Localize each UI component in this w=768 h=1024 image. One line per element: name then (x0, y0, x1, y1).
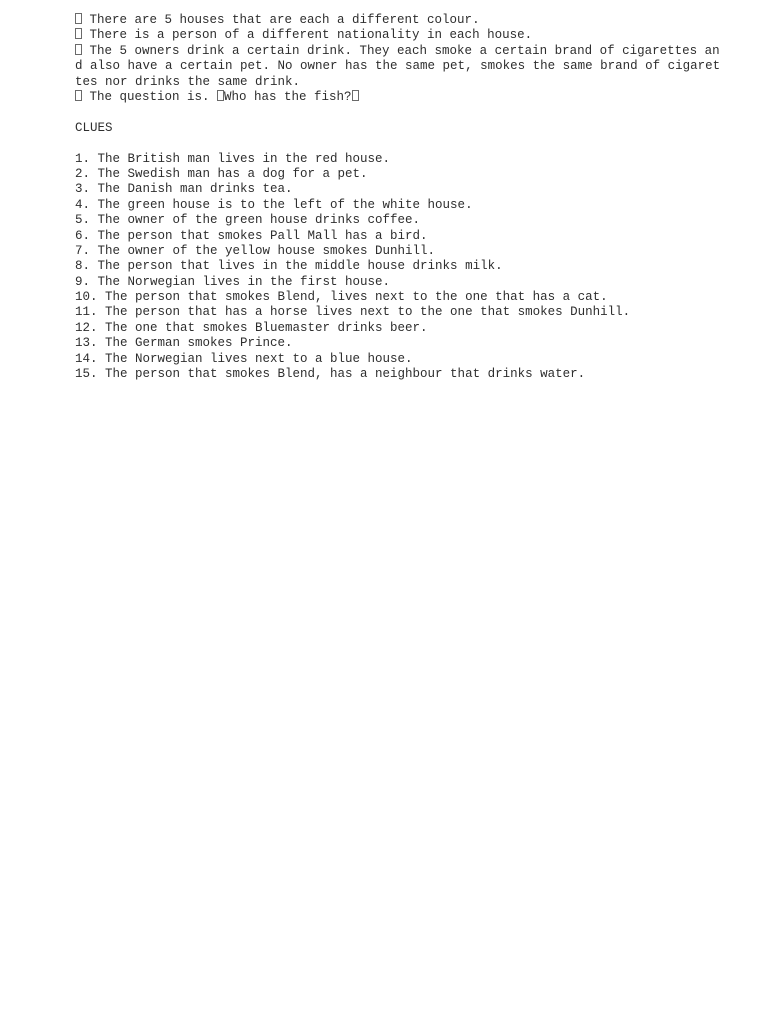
clue-item: 9. The Norwegian lives in the first house. (75, 274, 391, 289)
clue-item: 11. The person that has a horse lives next to the one that smokes Dunhill. (75, 305, 631, 320)
clues-list (75, 152, 725, 383)
missing-glyph-box-icon (75, 90, 82, 101)
clue-item: 14. The Norwegian lives next to a blue house. (75, 351, 413, 366)
intro-text: There is a person of a different nationality in each house. (82, 28, 533, 43)
document-page (75, 13, 725, 382)
intro-text: The 5 owners drink a certain drink. They each smoke a certain brand of cigarettes and also have a certain pet. No owner has the same pet, smokes the same brand of cigarettes nor drinks the same drink. (75, 43, 721, 89)
missing-glyph-box-icon (75, 28, 82, 39)
clue-item: 10. The person that smokes Blend, lives next to the one that has a cat. (75, 290, 608, 305)
clue-item: 2. The Swedish man has a dog for a pet. (75, 166, 368, 181)
spacer (75, 105, 725, 120)
intro-line (75, 13, 725, 28)
missing-glyph-box-icon (75, 13, 82, 24)
intro-line (75, 28, 725, 43)
clue-item: 5. The owner of the green house drinks coffee. (75, 213, 421, 228)
clue-item: 15. The person that smokes Blend, has a neighbour that drinks water. (75, 367, 586, 382)
clue-item: 7. The owner of the yellow house smokes Dunhill. (75, 243, 436, 258)
missing-glyph-box-icon (217, 90, 224, 101)
intro-text: There are 5 houses that are each a different colour. (82, 13, 480, 27)
intro-section (75, 13, 725, 105)
intro-text: The question is. (82, 90, 218, 104)
spacer (75, 136, 725, 151)
clue-item: 6. The person that smokes Pall Mall has a bird. (75, 228, 428, 243)
clue-item: 4. The green house is to the left of the white house. (75, 197, 473, 212)
clue-item: 13. The German smokes Prince. (75, 336, 293, 351)
clue-item: 3. The Danish man drinks tea. (75, 182, 293, 197)
question-text: Who has the fish? (224, 90, 352, 104)
missing-glyph-box-icon (352, 90, 359, 101)
intro-line (75, 44, 725, 90)
clue-item: 1. The British man lives in the red house. (75, 151, 391, 166)
intro-line (75, 90, 725, 105)
clue-item: 12. The one that smokes Bluemaster drinks beer. (75, 320, 428, 335)
clue-item: 8. The person that lives in the middle house drinks milk. (75, 259, 503, 274)
missing-glyph-box-icon (75, 44, 82, 55)
clues-heading: CLUES (75, 120, 113, 135)
